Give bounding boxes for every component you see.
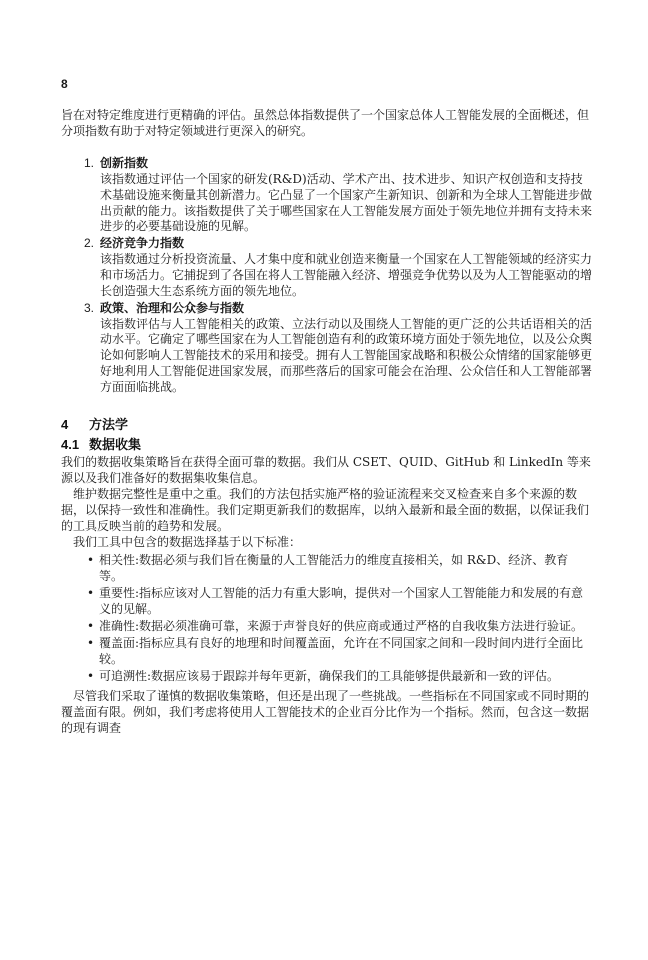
section-title: 方法学 <box>89 417 129 432</box>
bullet-icon: • <box>87 586 95 600</box>
intro-paragraph: 旨在对特定维度进行更精确的评估。虽然总体指数提供了一个国家总体人工智能发展的全面概述，但分项指数有助于对特定领域进行更深入的研究。 <box>61 108 590 138</box>
section-heading <box>61 414 128 433</box>
paragraph: 我们的数据收集策略旨在获得全面可靠的数据。我们从 CSET、QUID、GitHub 和 LinkedIn 等来源以及我们准备好的数据集收集信息。 <box>61 455 591 485</box>
page-number: 8 <box>61 77 68 91</box>
bullet-icon: • <box>87 636 95 650</box>
paragraph: 尽管我们采取了谨慎的数据收集策略，但还是出现了一些挑战。一些指标在不同国家或不同时期的覆盖面有限。例如，我们考虑将使用人工智能技术的企业百分比作为一个指标。然而，包含这一数据的现有调查 <box>61 689 590 735</box>
paragraph: 维护数据完整性是重中之重。我们的方法包括实施严格的验证流程来交叉检查来自多个来源的数据，以保持一致性和准确性。我们定期更新我们的数据库，以纳入最新和最全面的数据，以保证我们的工具反映当前的趋势和发展。 <box>61 487 590 533</box>
data-collection-section <box>61 454 591 736</box>
sub-index-list <box>84 155 594 396</box>
sub-index-item <box>84 155 594 235</box>
item-title: 经济竞争力指数 <box>100 236 185 251</box>
item-title: 创新指数 <box>100 156 149 170</box>
item-title: 政策、治理和公众参与指数 <box>100 300 245 315</box>
item-number: 2. <box>84 236 95 251</box>
subsection-heading <box>61 434 141 453</box>
section-number: 4 <box>61 417 69 432</box>
bullet-icon: • <box>87 619 95 633</box>
criteria-item: • 覆盖面:指标应具有良好的地理和时间覆盖面，允许在不同国家之间和一段时间内进行全面比较。 <box>87 636 584 666</box>
criteria-item: • 重要性:指标应该对人工智能的活力有重大影响，提供对一个国家人工智能能力和发展的有意义的见解。 <box>87 586 584 616</box>
bullet-icon: • <box>87 669 95 683</box>
criteria-item: • 准确性:数据必须准确可靠，来源于声誉良好的供应商或通过严格的自我收集方法进行验证。 <box>87 619 584 633</box>
item-description: 该指数通过分析投资流量、人才集中度和就业创造来衡量一个国家在人工智能领域的经济实力和市场活力。它捕捉到了各国在将人工智能融入经济、增强竞争优势以及为人工智能驱动的增长创造强大生态系统方面的领先地位。 <box>100 252 593 298</box>
criteria-list <box>61 552 591 684</box>
item-description: 该指数通过评估一个国家的研发(R&D)活动、学术产出、技术进步、知识产权创造和支持技术基础设施来衡量其创新潜力。它凸显了一个国家产生新知识、创新和为全球人工智能进步做出贡献的能力。该指数提供了关于哪些国家在人工智能发展方面处于领先地位并拥有支持未来进步的必要基础设施的见解。 <box>100 172 593 234</box>
sub-index-item <box>84 300 594 396</box>
paragraph: 我们工具中包含的数据选择基于以下标准： <box>73 535 302 549</box>
criteria-item: • 可追溯性:数据应该易于跟踪并每年更新，确保我们的工具能够提供最新和一致的评估。 <box>87 669 560 683</box>
item-description: 该指数评估与人工智能相关的政策、立法行动以及围绕人工智能的更广泛的公共话语相关的活动水平。它确定了哪些国家在为人工智能创造有利的政策环境方面处于领先地位，以及公众舆论如何影响人工智能技术的采用和接受。拥有人工智能国家战略和积极公众情绪的国家能够更好地利用人工智能促进国家发展，而那些落后的国家可能会在治理、公众信任和人工智能部署方面面临挑战。 <box>100 316 593 394</box>
item-number: 1. <box>84 156 95 170</box>
criteria-item: • 相关性:数据必须与我们旨在衡量的人工智能活力的维度直接相关，如 R&D、经济、教育等。 <box>87 553 569 583</box>
subsection-number: 4.1 <box>61 437 80 452</box>
sub-index-item <box>84 235 594 299</box>
subsection-title: 数据收集 <box>89 437 142 452</box>
bullet-icon: • <box>87 553 95 567</box>
item-number: 3. <box>84 300 95 315</box>
